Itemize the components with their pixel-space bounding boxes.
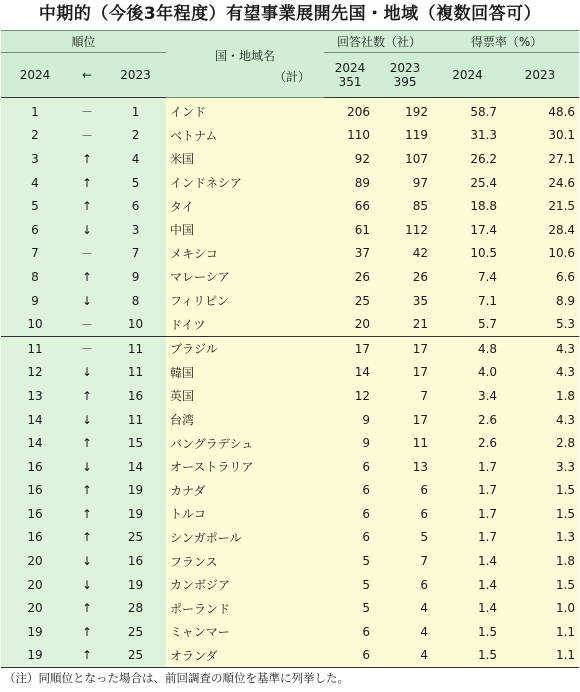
rank-2024: 11 [1,336,69,360]
rank-movement: ↓ [69,455,105,479]
companies-2023: 6 [376,502,434,526]
share-2024: 3.4 [434,384,501,408]
rank-movement: ↑ [69,147,105,171]
companies-2023: 13 [376,455,434,479]
table-row [1,526,579,550]
rank-2024: 14 [1,408,69,432]
share-2024: 7.1 [434,289,501,313]
companies-2023: 17 [376,336,434,360]
companies-2024: 110 [324,124,376,148]
ranking-table [1,30,579,668]
table-row [1,620,579,644]
rank-2023: 7 [105,242,166,266]
rank-movement: － [69,242,105,266]
companies-2023: 17 [376,361,434,385]
rank-movement: ↓ [69,573,105,597]
country-name: ブラジル [166,336,324,360]
table-row [1,384,579,408]
companies-2024: 12 [324,384,376,408]
share-2023: 1.0 [501,596,579,620]
country-name: マレーシア [166,265,324,289]
share-2024: 18.8 [434,194,501,218]
share-2024: 1.5 [434,644,501,668]
companies-2024-year: 2024 [334,61,366,75]
rank-2024-header: 2024 [1,53,69,98]
share-2024: 1.4 [434,573,501,597]
companies-2023: 7 [376,549,434,573]
table-row [1,549,579,573]
companies-2023-year: 2023 [389,61,421,75]
share-2023: 4.3 [501,361,579,385]
rank-2023: 16 [105,384,166,408]
table-row [1,265,579,289]
share-2023: 4.3 [501,408,579,432]
share-2023: 21.5 [501,194,579,218]
companies-2024: 6 [324,644,376,668]
share-2024: 1.7 [434,455,501,479]
rank-2024: 16 [1,502,69,526]
share-2024: 5.7 [434,312,501,336]
share-2024: 31.3 [434,124,501,148]
share-2024: 58.7 [434,98,501,124]
rank-movement: － [69,312,105,336]
country-name: シンガポール [166,526,324,550]
share-2023: 1.8 [501,549,579,573]
rank-movement: ↑ [69,526,105,550]
rank-2024: 8 [1,265,69,289]
companies-2024: 9 [324,408,376,432]
rank-2023: 14 [105,455,166,479]
country-name: トルコ [166,502,324,526]
share-2024: 1.4 [434,549,501,573]
country-name: オランダ [166,644,324,668]
rank-2024: 19 [1,620,69,644]
companies-2024: 66 [324,194,376,218]
rank-2023: 8 [105,289,166,313]
rank-2024: 16 [1,479,69,503]
table-title: 中期的（今後3年程度）有望事業展開先国・地域（複数回答可） [38,4,542,24]
companies-2024-total: 351 [338,75,362,89]
rank-movement: ↑ [69,620,105,644]
table-row [1,336,579,360]
companies-2023: 85 [376,194,434,218]
country-name: ミャンマー [166,620,324,644]
share-2023: 5.3 [501,312,579,336]
rank-2024: 1 [1,98,69,124]
rank-2024: 19 [1,644,69,668]
share-2024: 2.6 [434,408,501,432]
rank-movement: ↑ [69,265,105,289]
companies-2024: 92 [324,147,376,171]
country-header [166,31,324,98]
share-2023-header: 2023 [501,53,579,98]
rank-2023: 10 [105,312,166,336]
companies-2024: 5 [324,573,376,597]
companies-2024: 9 [324,431,376,455]
rank-2024: 7 [1,242,69,266]
table-row [1,408,579,432]
companies-2023: 112 [376,218,434,242]
share-2024: 25.4 [434,171,501,195]
country-name: インドネシア [166,171,324,195]
country-name: フィリピン [166,289,324,313]
share-2024: 1.5 [434,620,501,644]
companies-2023: 6 [376,479,434,503]
companies-2024: 89 [324,171,376,195]
country-name: 米国 [166,147,324,171]
country-name: カンボジア [166,573,324,597]
companies-2023: 7 [376,384,434,408]
companies-2023: 6 [376,573,434,597]
rank-2023: 19 [105,479,166,503]
table-row [1,361,579,385]
companies-2024: 14 [324,361,376,385]
companies-2023: 21 [376,312,434,336]
rank-movement: ↑ [69,171,105,195]
table-row [1,194,579,218]
rank-2023: 6 [105,194,166,218]
companies-2023: 119 [376,124,434,148]
share-2023: 6.6 [501,265,579,289]
companies-2023: 11 [376,431,434,455]
companies-2023: 5 [376,526,434,550]
companies-2024: 26 [324,265,376,289]
share-2024: 4.0 [434,361,501,385]
rank-movement: ↑ [69,644,105,668]
country-name: フランス [166,549,324,573]
table-row [1,596,579,620]
footnote: （注）同順位となった場合は、前回調査の順位を基準に列挙した。 [4,671,349,686]
table-row [1,479,579,503]
share-2024: 7.4 [434,265,501,289]
country-name: インド [166,98,324,124]
country-name: ドイツ [166,312,324,336]
share-2023: 1.8 [501,384,579,408]
companies-2024: 5 [324,549,376,573]
rank-movement: ↑ [69,194,105,218]
rank-movement: ↓ [69,361,105,385]
share-2023: 1.1 [501,644,579,668]
companies-2024: 6 [324,479,376,503]
companies-header: 回答社数（社） [324,31,434,53]
rank-2024: 16 [1,455,69,479]
rank-movement: ↓ [69,408,105,432]
rank-2023: 25 [105,526,166,550]
country-name: バングラデシュ [166,431,324,455]
share-2023: 1.1 [501,620,579,644]
table-row [1,171,579,195]
share-2024: 1.7 [434,502,501,526]
rank-2024: 16 [1,526,69,550]
rank-movement: ↑ [69,479,105,503]
rank-2023: 25 [105,644,166,668]
companies-2024: 206 [324,98,376,124]
rank-2023: 5 [105,171,166,195]
share-2024: 26.2 [434,147,501,171]
rank-2023: 11 [105,408,166,432]
country-name: メキシコ [166,242,324,266]
share-2023: 1.5 [501,479,579,503]
companies-2024: 37 [324,242,376,266]
rank-2024: 20 [1,573,69,597]
rank-2023: 11 [105,336,166,360]
share-2024: 1.7 [434,479,501,503]
companies-2024: 25 [324,289,376,313]
share-2023: 8.9 [501,289,579,313]
rank-2023: 15 [105,431,166,455]
companies-2024: 5 [324,596,376,620]
table-row [1,573,579,597]
share-2023: 1.3 [501,526,579,550]
table-row [1,289,579,313]
share-2023: 4.3 [501,336,579,360]
rank-arrow-header: ← [69,53,105,98]
table-row [1,502,579,526]
rank-2024: 5 [1,194,69,218]
share-2023: 3.3 [501,455,579,479]
share-2023: 24.6 [501,171,579,195]
companies-2023: 4 [376,620,434,644]
rank-2024: 20 [1,596,69,620]
share-2024: 2.6 [434,431,501,455]
country-name: ベトナム [166,124,324,148]
rank-movement: － [69,336,105,360]
table-row [1,98,579,124]
rank-movement: － [69,98,105,124]
share-2023: 1.5 [501,502,579,526]
rank-movement: ↓ [69,289,105,313]
rank-movement: ↑ [69,431,105,455]
table-row [1,312,579,336]
companies-2023: 4 [376,596,434,620]
rank-2024: 14 [1,431,69,455]
country-name: 中国 [166,218,324,242]
table-row [1,644,579,668]
companies-2024: 17 [324,336,376,360]
share-2024-header: 2024 [434,53,501,98]
country-name: 英国 [166,384,324,408]
companies-2024: 20 [324,312,376,336]
share-2024: 1.4 [434,596,501,620]
country-name: カナダ [166,479,324,503]
country-name: 台湾 [166,408,324,432]
companies-2023: 42 [376,242,434,266]
companies-2024-header [324,53,376,98]
country-name: 韓国 [166,361,324,385]
share-2023: 30.1 [501,124,579,148]
rank-2023: 28 [105,596,166,620]
rank-2024: 13 [1,384,69,408]
companies-2023-total: 395 [393,75,417,89]
table-row [1,242,579,266]
rank-movement: ↑ [69,384,105,408]
companies-2024: 6 [324,502,376,526]
share-2023: 28.4 [501,218,579,242]
share-2023: 27.1 [501,147,579,171]
rank-2023: 16 [105,549,166,573]
rank-2024: 2 [1,124,69,148]
country-name: タイ [166,194,324,218]
share-2023: 48.6 [501,98,579,124]
table-body [1,98,579,668]
rank-movement: ↑ [69,596,105,620]
rank-2024: 4 [1,171,69,195]
companies-2024: 6 [324,455,376,479]
rank-2023: 3 [105,218,166,242]
country-name: オーストラリア [166,455,324,479]
total-note: （計） [274,70,311,84]
rank-2023: 4 [105,147,166,171]
share-2023: 2.8 [501,431,579,455]
share-2024: 17.4 [434,218,501,242]
rank-2023: 19 [105,502,166,526]
table-row [1,455,579,479]
rank-2023-header: 2023 [105,53,166,98]
country-name: ポーランド [166,596,324,620]
table-row [1,124,579,148]
companies-2024: 61 [324,218,376,242]
table-row [1,431,579,455]
share-2024: 4.8 [434,336,501,360]
rank-2023: 9 [105,265,166,289]
rank-movement: － [69,124,105,148]
rank-movement: ↓ [69,218,105,242]
rank-2024: 3 [1,147,69,171]
companies-2024: 6 [324,620,376,644]
rank-movement: ↑ [69,502,105,526]
companies-2023: 17 [376,408,434,432]
rank-2023: 2 [105,124,166,148]
companies-2023: 97 [376,171,434,195]
share-2023: 1.5 [501,573,579,597]
companies-2023-header [376,53,434,98]
rank-movement: ↓ [69,549,105,573]
companies-2023: 35 [376,289,434,313]
rank-2024: 10 [1,312,69,336]
rank-2024: 20 [1,549,69,573]
share-header: 得票率（%） [434,31,579,53]
rank-2023: 25 [105,620,166,644]
share-2023: 10.6 [501,242,579,266]
rank-2023: 1 [105,98,166,124]
share-2024: 10.5 [434,242,501,266]
table-row [1,147,579,171]
rank-2024: 9 [1,289,69,313]
companies-2023: 4 [376,644,434,668]
rank-2024: 6 [1,218,69,242]
table-row [1,218,579,242]
companies-2024: 6 [324,526,376,550]
companies-2023: 26 [376,265,434,289]
companies-2023: 107 [376,147,434,171]
share-2024: 1.7 [434,526,501,550]
rank-2024: 12 [1,361,69,385]
country-header-label: 国・地域名 [215,49,276,63]
companies-2023: 192 [376,98,434,124]
rank-2023: 19 [105,573,166,597]
rank-2023: 11 [105,361,166,385]
rank-header: 順位 [1,31,166,53]
